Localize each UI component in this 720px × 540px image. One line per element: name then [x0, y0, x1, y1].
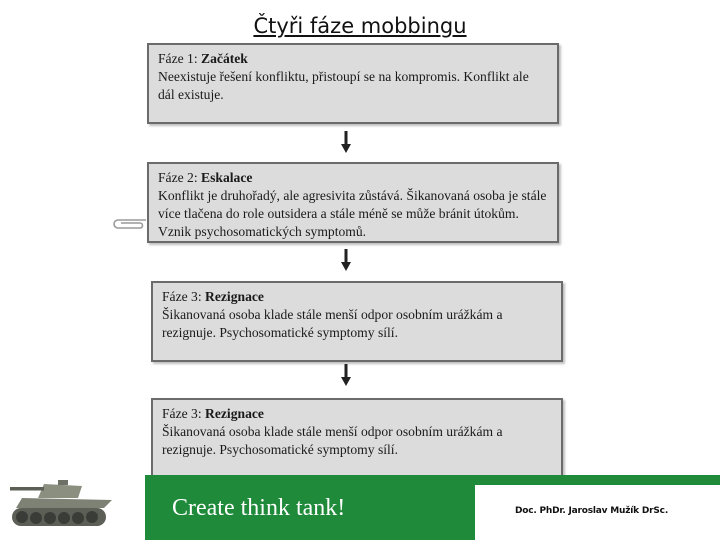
- phase-label: Fáze 1:: [158, 51, 198, 66]
- phase-label: Fáze 3:: [162, 289, 202, 304]
- phase-box-4: [151, 398, 563, 479]
- paperclip-icon: [112, 217, 148, 233]
- phase-name: Začátek: [201, 51, 248, 66]
- arrow-down-icon: [341, 249, 351, 271]
- phase-name: Rezignace: [205, 289, 264, 304]
- phase-box-2: [147, 162, 559, 243]
- phase-box-1: [147, 43, 559, 124]
- phase-text: Neexistuje řešení konfliktu, přistoupí se na kompromis. Konflikt ale dál existuje.: [158, 69, 529, 102]
- phase-name: Rezignace: [205, 406, 264, 421]
- tank-icon: [8, 472, 118, 534]
- author-credit: Doc. PhDr. Jaroslav Mužík DrSc.: [515, 506, 669, 516]
- phase-label: Fáze 3:: [162, 406, 202, 421]
- footer-slogan: Create think tank!: [172, 495, 346, 521]
- phase-text: Šikanovaná osoba klade stále menší odpor osobním urážkám a rezignuje. Psychosomatické symptomy sílí.: [162, 424, 503, 457]
- arrow-down-icon: [341, 364, 351, 386]
- phase-text: Šikanovaná osoba klade stále menší odpor osobním urážkám a rezignuje. Psychosomatické symptomy sílí.: [162, 307, 503, 340]
- phase-label: Fáze 2:: [158, 170, 198, 185]
- phase-name: Eskalace: [201, 170, 253, 185]
- phase-text: Konflikt je druhořadý, ale agresivita zůstává. Šikanovaná osoba je stále více tlačena do role outsidera a stále méně se může bránit útokům. Vznik psychosomatických symptomů.: [158, 188, 547, 239]
- phase-box-3: [151, 281, 563, 362]
- arrow-down-icon: [341, 131, 351, 153]
- slide-title: Čtyři fáze mobbingu: [253, 14, 467, 38]
